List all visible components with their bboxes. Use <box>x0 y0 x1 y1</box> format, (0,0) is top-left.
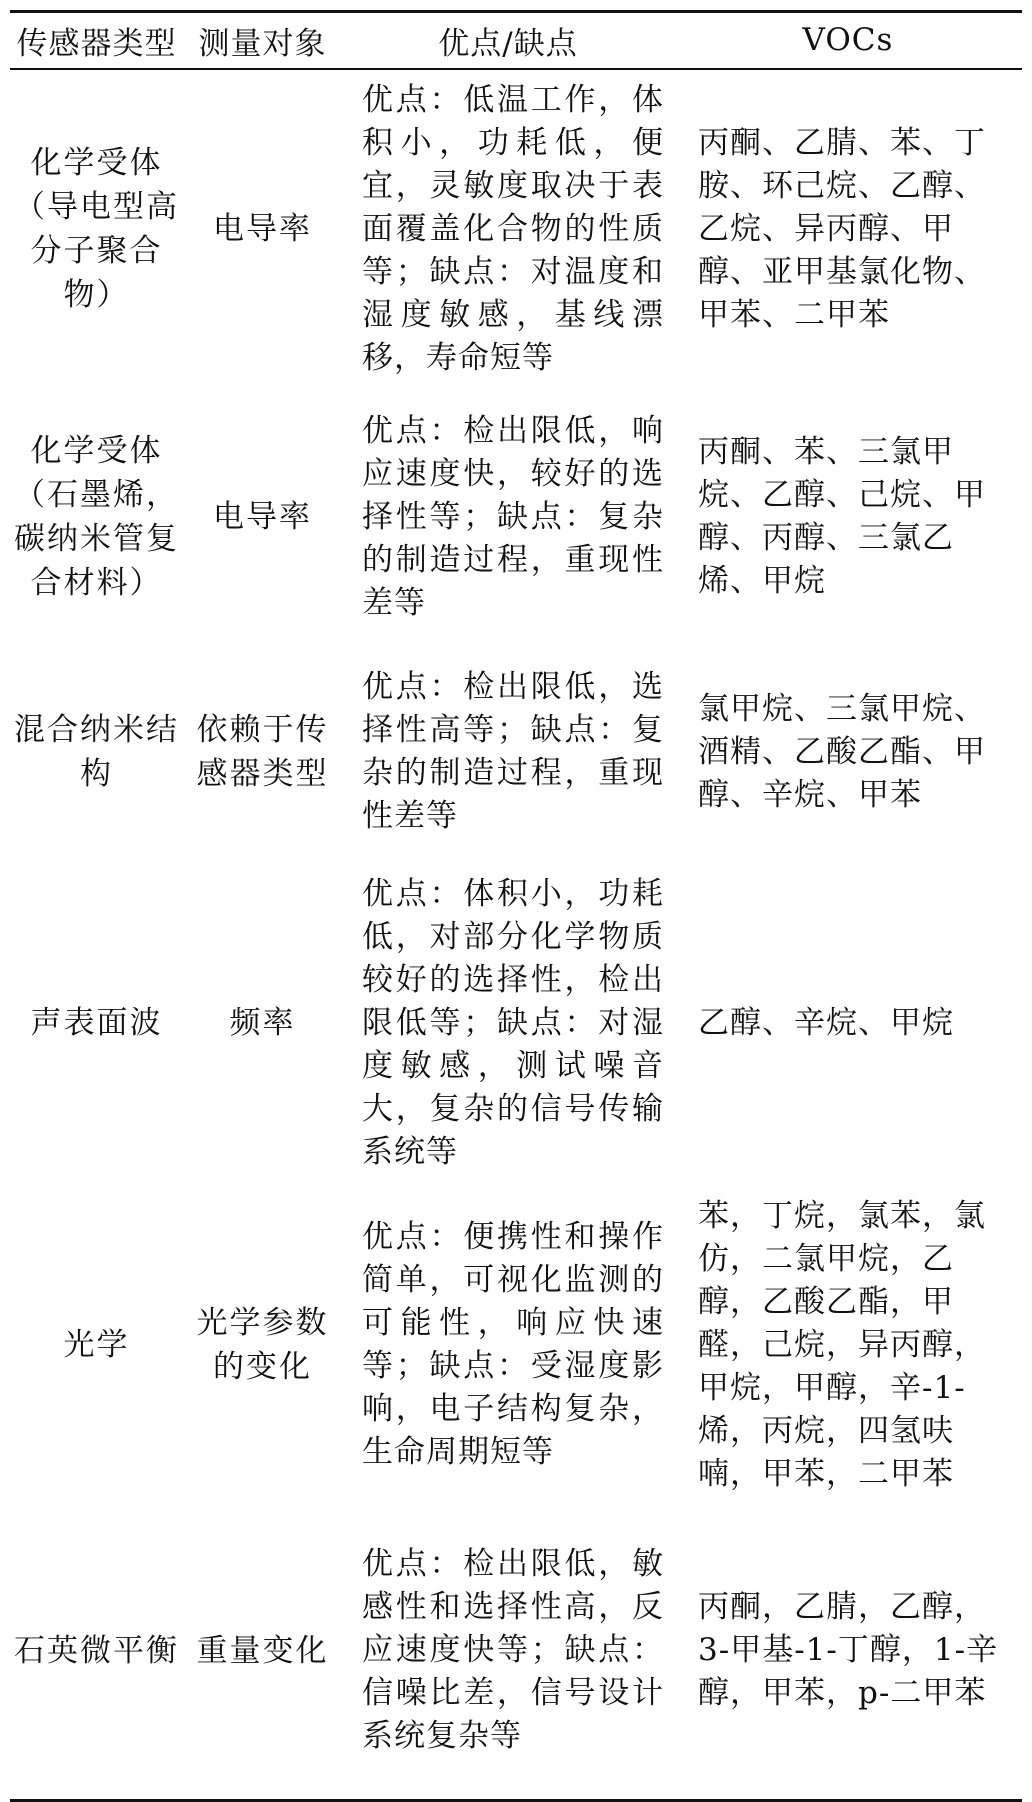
pros-cons-cell: 优点：检出限低，敏感性和选择性高，反应速度快等；缺点：信噪比差，信号设计系统复杂等 <box>362 1546 664 1755</box>
header-pros-cons: 优点/缺点 <box>438 25 578 62</box>
sensor-type-cell: 化学受体（导电型高分子聚合物） <box>14 145 179 313</box>
target-cell: 光学参数的变化 <box>196 1305 329 1385</box>
sensor-type-cell: 混合纳米结构 <box>14 712 179 792</box>
vocs-cell: 苯，丁烷，氯苯，氯仿，二氯甲烷，乙醇，乙酸乙酯，甲醛，己烷，异丙醇，甲烷，甲醇，辛-1-烯，丙烷，四氢呋喃，甲苯，二甲苯 <box>698 1197 986 1492</box>
sensor-type-cell: 声表面波 <box>30 1005 163 1041</box>
target-cell: 电导率 <box>213 499 312 535</box>
pros-cons-cell: 优点：低温工作，体积小，功耗低，便宜，灵敏度取决于表面覆盖化合物的性质等；缺点：对温度和湿度敏感，基线漂移，寿命短等 <box>362 81 664 376</box>
pros-cons-cell: 优点：检出限低，响应速度快，较好的选择性等；缺点：复杂的制造过程，重现性差等 <box>362 412 664 621</box>
vocs-cell: 氯甲烷、三氯甲烷、酒精、乙酸乙酯、甲醇、辛烷、甲苯 <box>698 690 986 813</box>
target-cell: 依赖于传感器类型 <box>196 712 329 792</box>
vocs-cell: 乙醇、辛烷、甲烷 <box>698 1004 954 1041</box>
table-row <box>10 646 1022 859</box>
table-row <box>10 1503 1022 1801</box>
table-row <box>10 69 1022 389</box>
table-body <box>10 69 1022 1801</box>
header-target: 测量对象 <box>198 25 327 62</box>
pros-cons-cell: 优点：便携性和操作简单，可视化监测的可能性，响应快速等；缺点：受湿度影响，电子结构复杂，生命周期短等 <box>362 1219 664 1470</box>
header-sensor-type: 传感器类型 <box>16 25 177 62</box>
header-row <box>10 12 1022 69</box>
target-cell: 重量变化 <box>196 1632 329 1669</box>
sensor-comparison-table <box>10 10 1022 1802</box>
table-row <box>10 859 1022 1188</box>
pros-cons-cell: 优点：体积小，功耗低，对部分化学物质较好的选择性，检出限低等；缺点：对湿度敏感，测试噪音大，复杂的信号传输系统等 <box>362 875 664 1170</box>
target-cell: 频率 <box>229 1005 296 1041</box>
header-vocs: VOCs <box>802 22 894 59</box>
table-row <box>10 389 1022 646</box>
pros-cons-cell: 优点：检出限低，选择性高等；缺点：复杂的制造过程，重现性差等 <box>362 669 664 834</box>
sensor-type-cell: 光学 <box>63 1327 130 1363</box>
table-row <box>10 1188 1022 1503</box>
sensor-type-cell: 化学受体（石墨烯，碳纳米管复合材料） <box>14 433 179 601</box>
table-header <box>10 12 1022 69</box>
target-cell: 电导率 <box>213 211 312 247</box>
vocs-cell: 丙酮，乙腈，乙醇，3-甲基-1-丁醇，1-辛醇，甲苯，p-二甲苯 <box>698 1589 999 1712</box>
vocs-cell: 丙酮、苯、三氯甲烷、乙醇、己烷、甲醇、丙醇、三氯乙烯、甲烷 <box>698 434 986 599</box>
sensor-type-cell: 石英微平衡 <box>14 1632 179 1669</box>
vocs-cell: 丙酮、乙腈、苯、丁胺、环己烷、乙醇、乙烷、异丙醇、甲醇、亚甲基氯化物、甲苯、二甲苯 <box>698 124 986 333</box>
